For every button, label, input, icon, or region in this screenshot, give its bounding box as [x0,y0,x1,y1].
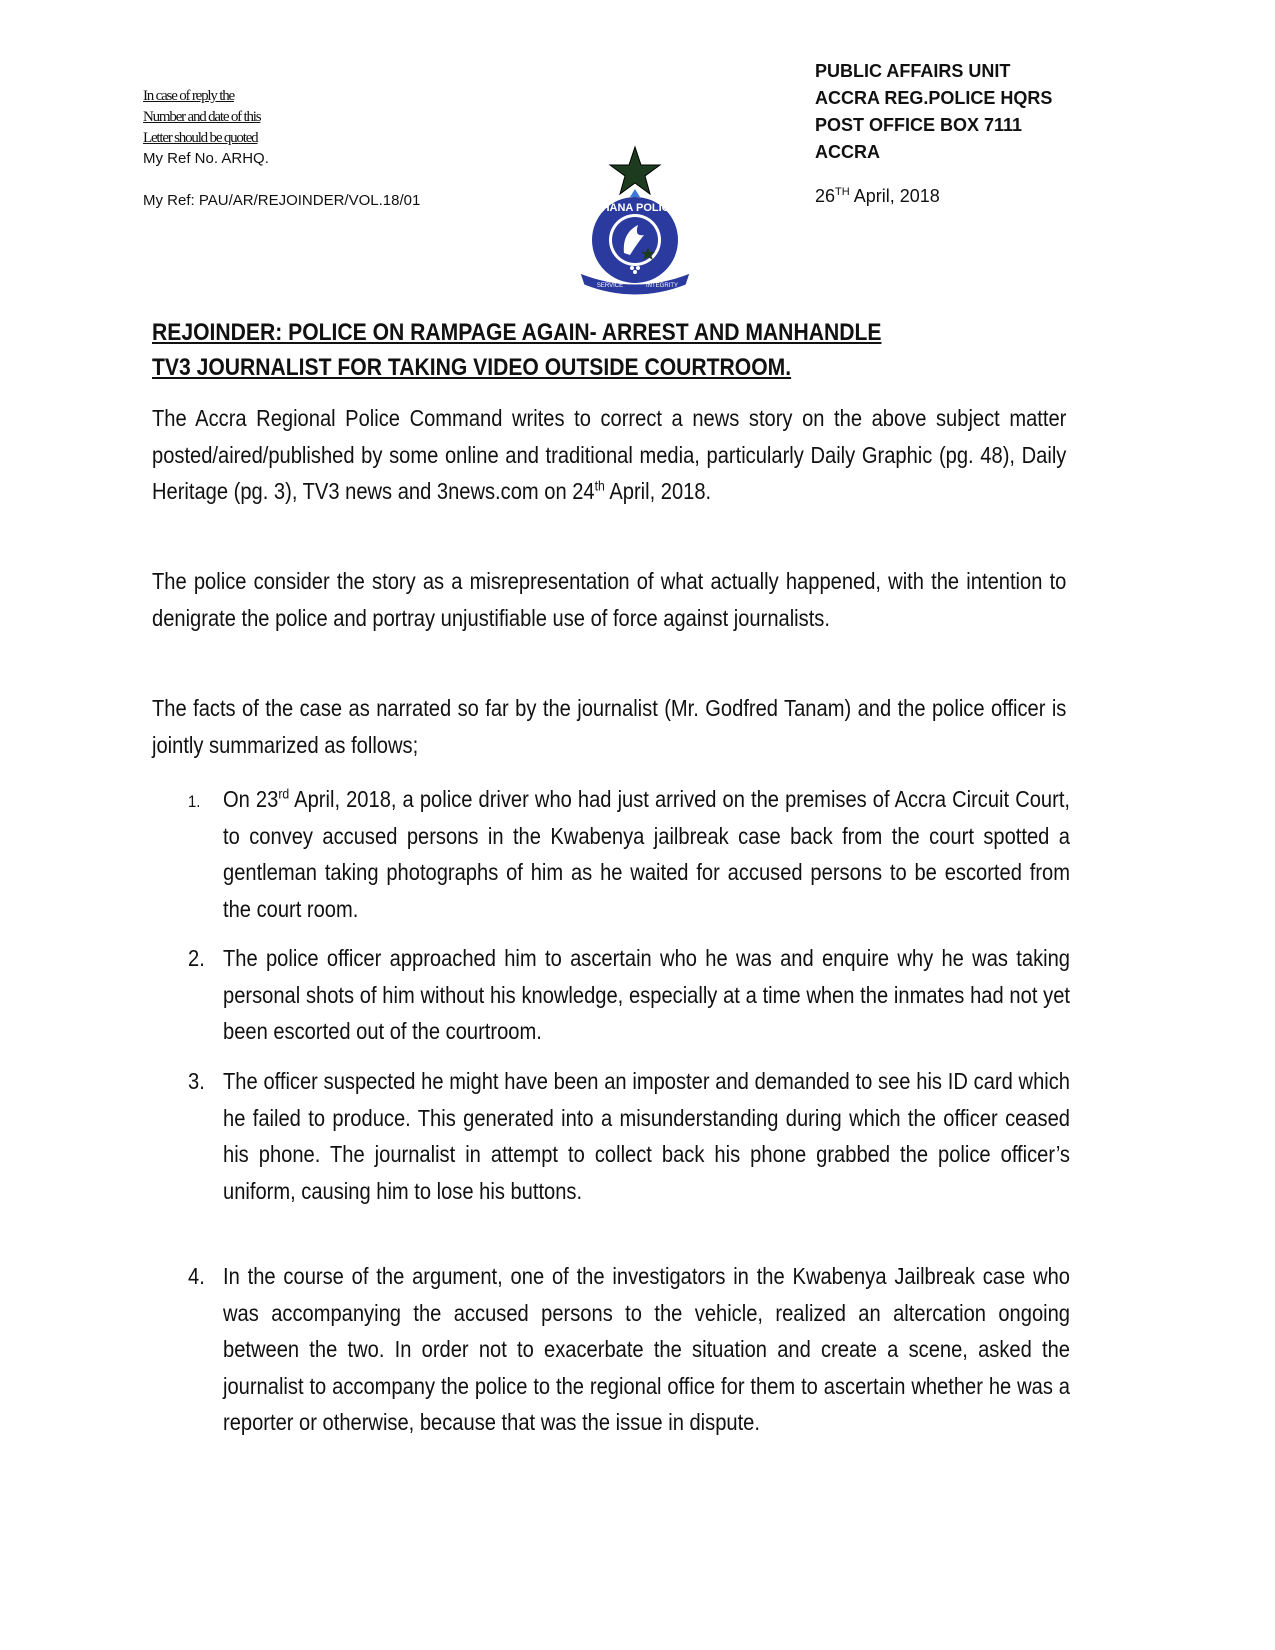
list-item: In the course of the argument, one of the investigators in the Kwabenya Jailbreak case who was accompanying the accused persons to the vehicle, realized an altercation ongoing between the two. In order not to exacerbate the situation and create a scene, asked the journalist to accompany the police to the regional office for them to ascertain whether he was a reporter or otherwise, because that was the issue in dispute. [223,1263,1070,1435]
letter-date: 26TH April, 2018 [815,186,940,206]
paragraph-2: The police consider the story as a misrepresentation of what actually happened, with the intention to denigrate the police and portray unjustifiable use of force against journalists. [152,568,1067,631]
title-line-2: TV3 JOURNALIST FOR TAKING VIDEO OUTSIDE COURTROOM. [152,354,792,381]
title-line-1: REJOINDER: POLICE ON RAMPAGE AGAIN- ARREST AND MANHANDLE [152,319,882,346]
reply-note-line: Number and date of this [143,109,261,125]
svg-text:GHANA POLICE: GHANA POLICE [593,202,677,214]
svg-text:INTEGRITY: INTEGRITY [645,283,679,289]
ghana-police-crest-icon [560,145,710,295]
list-number: 1. [188,792,201,811]
list-number: 3. [188,1068,205,1094]
sender-address [815,58,1052,166]
reply-instruction [143,86,260,149]
list-item: The police officer approached him to ascertain who he was and enquire why he was taking personal shots of him without his knowledge, especially at a time when the inmates had not yet been escorted out of the courtroom. [223,945,1070,1044]
address-line: POST OFFICE BOX 7111 [815,115,1023,135]
svg-text:SERVICE: SERVICE [596,283,624,289]
list-number: 2. [188,945,205,971]
paragraph-1: The Accra Regional Police Command writes to correct a news story on the above subject matter posted/aired/published by some online and traditional media, particularly Daily Graphic (pg. 48), Daily Heritage (pg. 3), TV3 news and 3news.com on 24th April, 2018. [152,405,1067,504]
list-item: On 23rd April, 2018, a police driver who had just arrived on the premises of Accra Circuit Court, to convey accused persons in the Kwabenya jailbreak case back from the court spotted a gentleman taking photographs of him as he waited for accused persons to be escorted from the court room. [223,785,1070,922]
reply-note-line: Letter should be quoted [143,130,258,146]
address-line: ACCRA [815,142,880,162]
address-line: PUBLIC AFFAIRS UNIT [815,61,1011,81]
address-line: ACCRA REG.POLICE HQRS [815,88,1053,108]
ref-number: My Ref No. ARHQ. [143,150,269,167]
page-title [152,315,970,385]
list-item: The officer suspected he might have been an imposter and demanded to see his ID card which he failed to produce. This generated into a misunderstanding during which the officer ceased his phone. The journalist in attempt to collect back his phone grabbed the police officer’s uniform, causing him to lose his buttons. [223,1068,1070,1204]
paragraph-3: The facts of the case as narrated so far by the journalist (Mr. Godfred Tanam) and the police officer is jointly summarized as follows; [152,695,1067,758]
my-reference: My Ref: PAU/AR/REJOINDER/VOL.18/01 [143,192,421,209]
list-number: 4. [188,1263,205,1289]
reply-note-line: In case of reply the [143,88,234,104]
